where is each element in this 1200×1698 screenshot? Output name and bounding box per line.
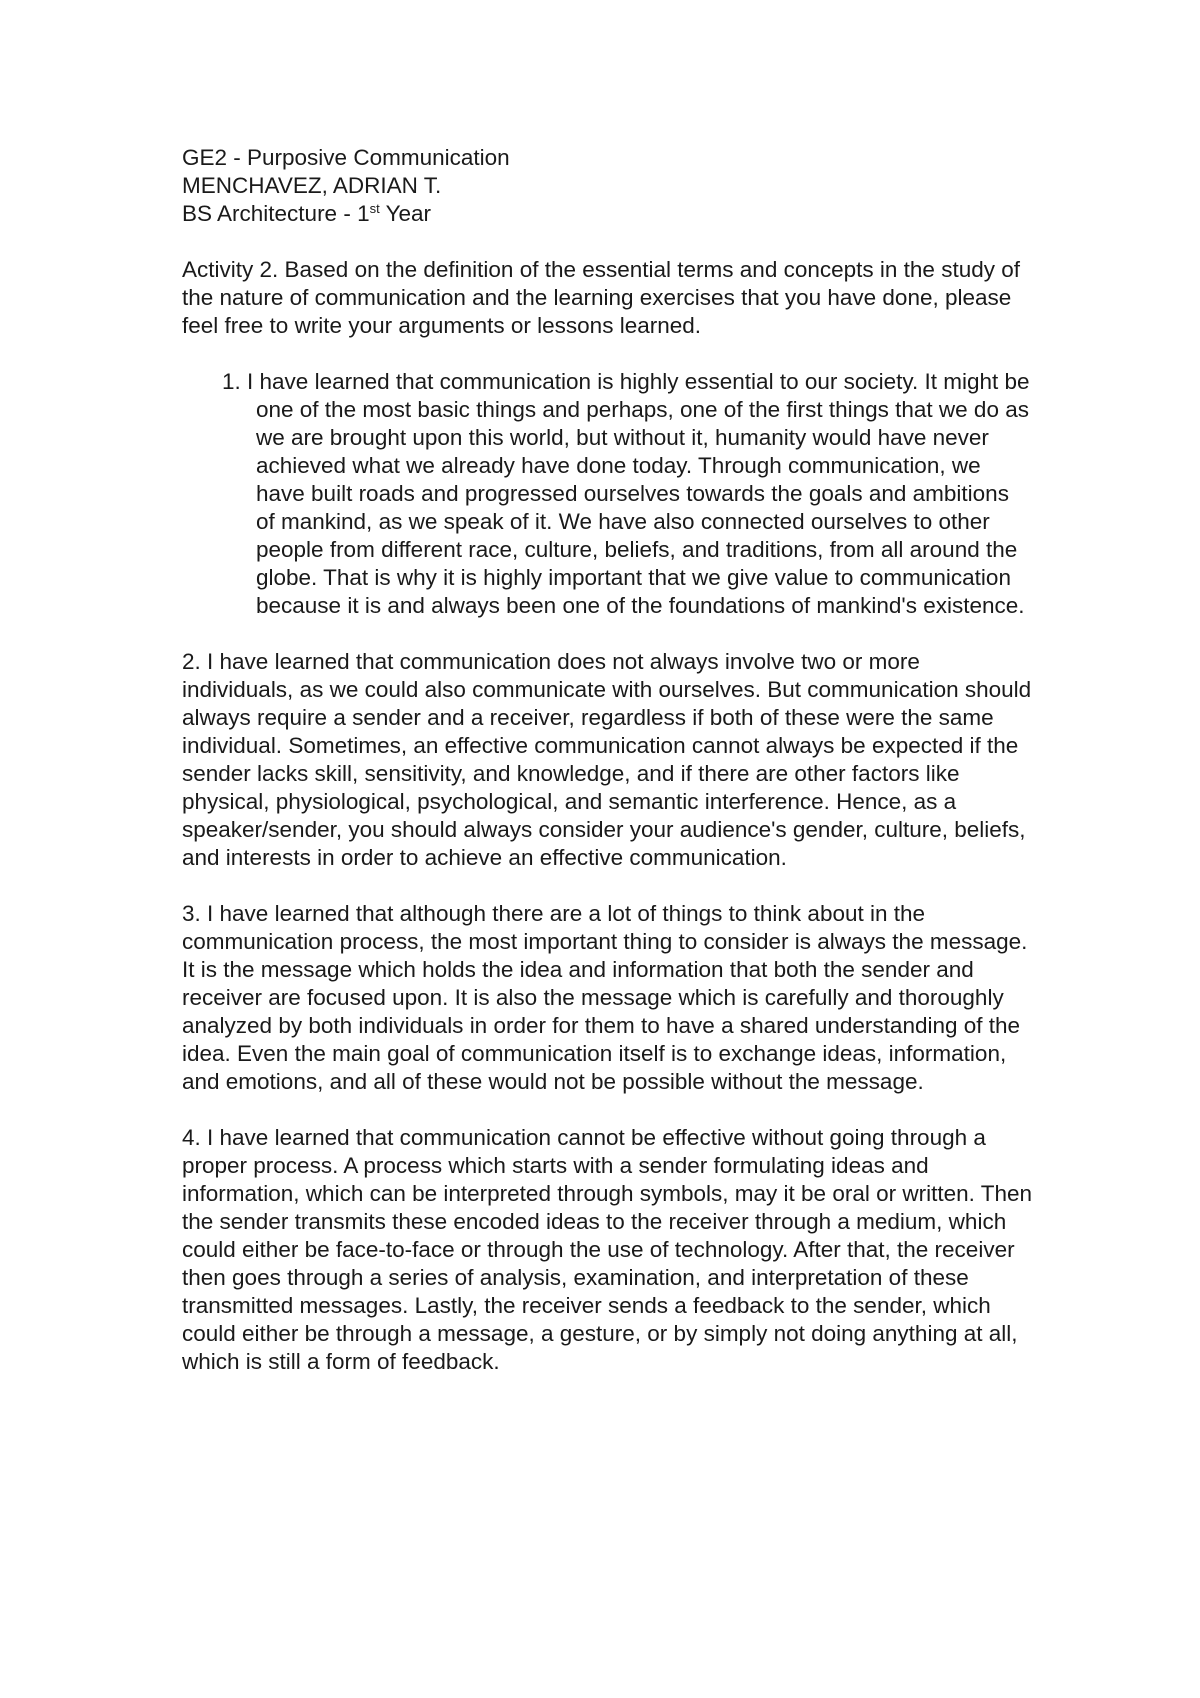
- student-name: MENCHAVEZ, ADRIAN T.: [182, 173, 442, 198]
- item-text: I have learned that communication is highly essential to our society. It might be one of the most basic things and perhaps, one of the first things that we do as we are brought upon this world, but without it, humanity would have never achieved what we already have done today. Through communication, we have built roads and progressed ourselves towards the goals and ambitions of mankind, as we speak of it. We have also connected ourselves to other people from different race, culture, beliefs, and traditions, from all around the globe. That is why it is highly important that we give value to communication because it is and always been one of the foundations of mankind's existence.: [247, 369, 1030, 618]
- item-number: 2.: [182, 649, 201, 674]
- list-item: [182, 900, 1032, 1096]
- item-text: I have learned that although there are a lot of things to think about in the communication process, the most important thing to consider is always the message. It is the message which holds the idea and information that both the sender and receiver are focused upon. It is also the message which is carefully and thoroughly analyzed by both individuals in order for them to have a shared understanding of the idea. Even the main goal of communication itself is to exchange ideas, information, and emotions, and all of these would not be possible without the message.: [182, 901, 1028, 1094]
- program-year: [182, 200, 1032, 228]
- course-title: GE2 - Purposive Communication: [182, 145, 510, 170]
- ordinal-superscript: st: [369, 201, 380, 216]
- item-text: I have learned that communication cannot be effective without going through a proper process. A process which starts with a sender formulating ideas and information, which can be interpreted through symbols, may it be oral or written. Then the sender transmits these encoded ideas to the receiver through a medium, which could either be face-to-face or through the use of technology. After that, the receiver then goes through a series of analysis, examination, and interpretation of these transmitted messages. Lastly, the receiver sends a feedback to the sender, which could either be through a message, a gesture, or by simply not doing anything at all, which is still a form of feedback.: [182, 1125, 1033, 1374]
- activity-prompt: Activity 2. Based on the definition of the essential terms and concepts in the study of the nature of communication and the learning exercises that you have done, please feel free to write your arguments or lessons learned.: [182, 257, 1020, 338]
- list-item: [182, 648, 1032, 872]
- item-text: I have learned that communication does not always involve two or more individuals, as we could also communicate with ourselves. But communication should always require a sender and a receiver, regardless if both of these were the same individual. Sometimes, an effective communication cannot always be expected if the sender lacks skill, sensitivity, and knowledge, and if there are other factors like physical, physiological, psychological, and semantic interference. Hence, as a speaker/sender, you should always consider your audience's gender, culture, beliefs, and interests in order to achieve an effective communication.: [182, 649, 1032, 870]
- list-item: [182, 368, 1032, 620]
- item-number: 3.: [182, 901, 201, 926]
- item-number: 4.: [182, 1125, 201, 1150]
- item-number: 1.: [222, 369, 241, 394]
- program-suffix: Year: [379, 201, 432, 226]
- program-prefix: BS Architecture - 1: [182, 201, 370, 226]
- list-item: [182, 1124, 1032, 1376]
- document-body: [182, 144, 1032, 1376]
